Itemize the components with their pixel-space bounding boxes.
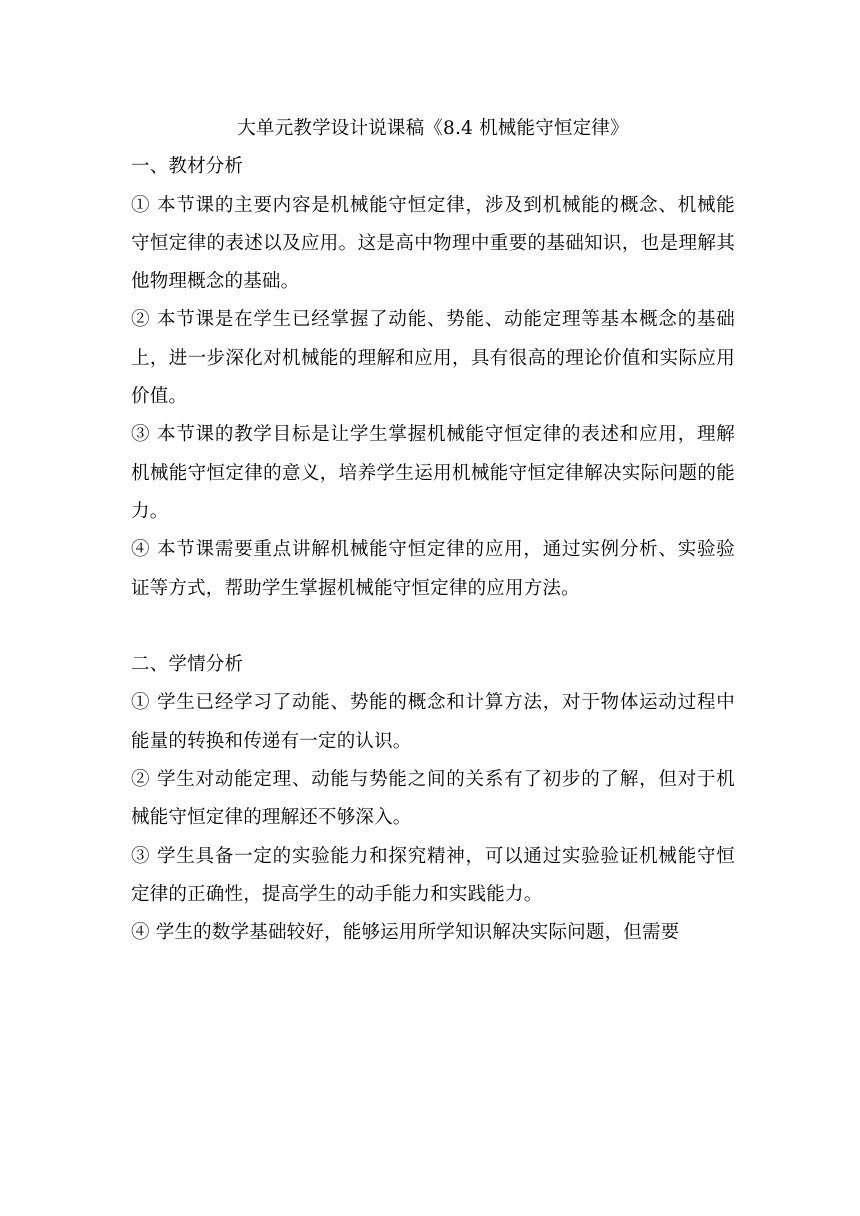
document-body [131,110,735,953]
paragraph: ④ 本节课需要重点讲解机械能守恒定律的应用，通过实例分析、实验验证等方式，帮助学生掌握机械能守恒定律的应用方法。 [131,539,735,599]
paragraph: ④ 学生的数学基础较好，能够运用所学知识解决实际问题，但需要 [131,922,680,944]
section-heading-student-analysis: 二、学情分析 [131,654,244,676]
paragraph: ② 本节课是在学生已经掌握了动能、势能、动能定理等基本概念的基础上，进一步深化对机械能的理解和应用，具有很高的理论价值和实际应用价值。 [131,309,735,408]
paragraph: ③ 本节课的教学目标是让学生掌握机械能守恒定律的表述和应用，理解机械能守恒定律的意义，培养学生运用机械能守恒定律解决实际问题的能力。 [131,424,735,522]
paragraph: ① 本节课的主要内容是机械能守恒定律，涉及到机械能的概念、机械能守恒定律的表述以及应用。这是高中物理中重要的基础知识，也是理解其他物理概念的基础。 [131,194,735,293]
blank-line [131,608,735,646]
paragraph: ② 学生对动能定理、动能与势能之间的关系有了初步的了解，但对于机械能守恒定律的理解还不够深入。 [131,769,735,829]
paragraph: ③ 学生具备一定的实验能力和探究精神，可以通过实验验证机械能守恒定律的正确性，提高学生的动手能力和实践能力。 [131,845,735,905]
paragraph: ① 学生已经学习了动能、势能的概念和计算方法，对于物体运动过程中能量的转换和传递有一定的认识。 [131,692,735,752]
document-title: 大单元教学设计说课稿《8.4 机械能守恒定律》 [237,118,629,139]
section-heading-textbook-analysis: 一、教材分析 [131,156,244,178]
